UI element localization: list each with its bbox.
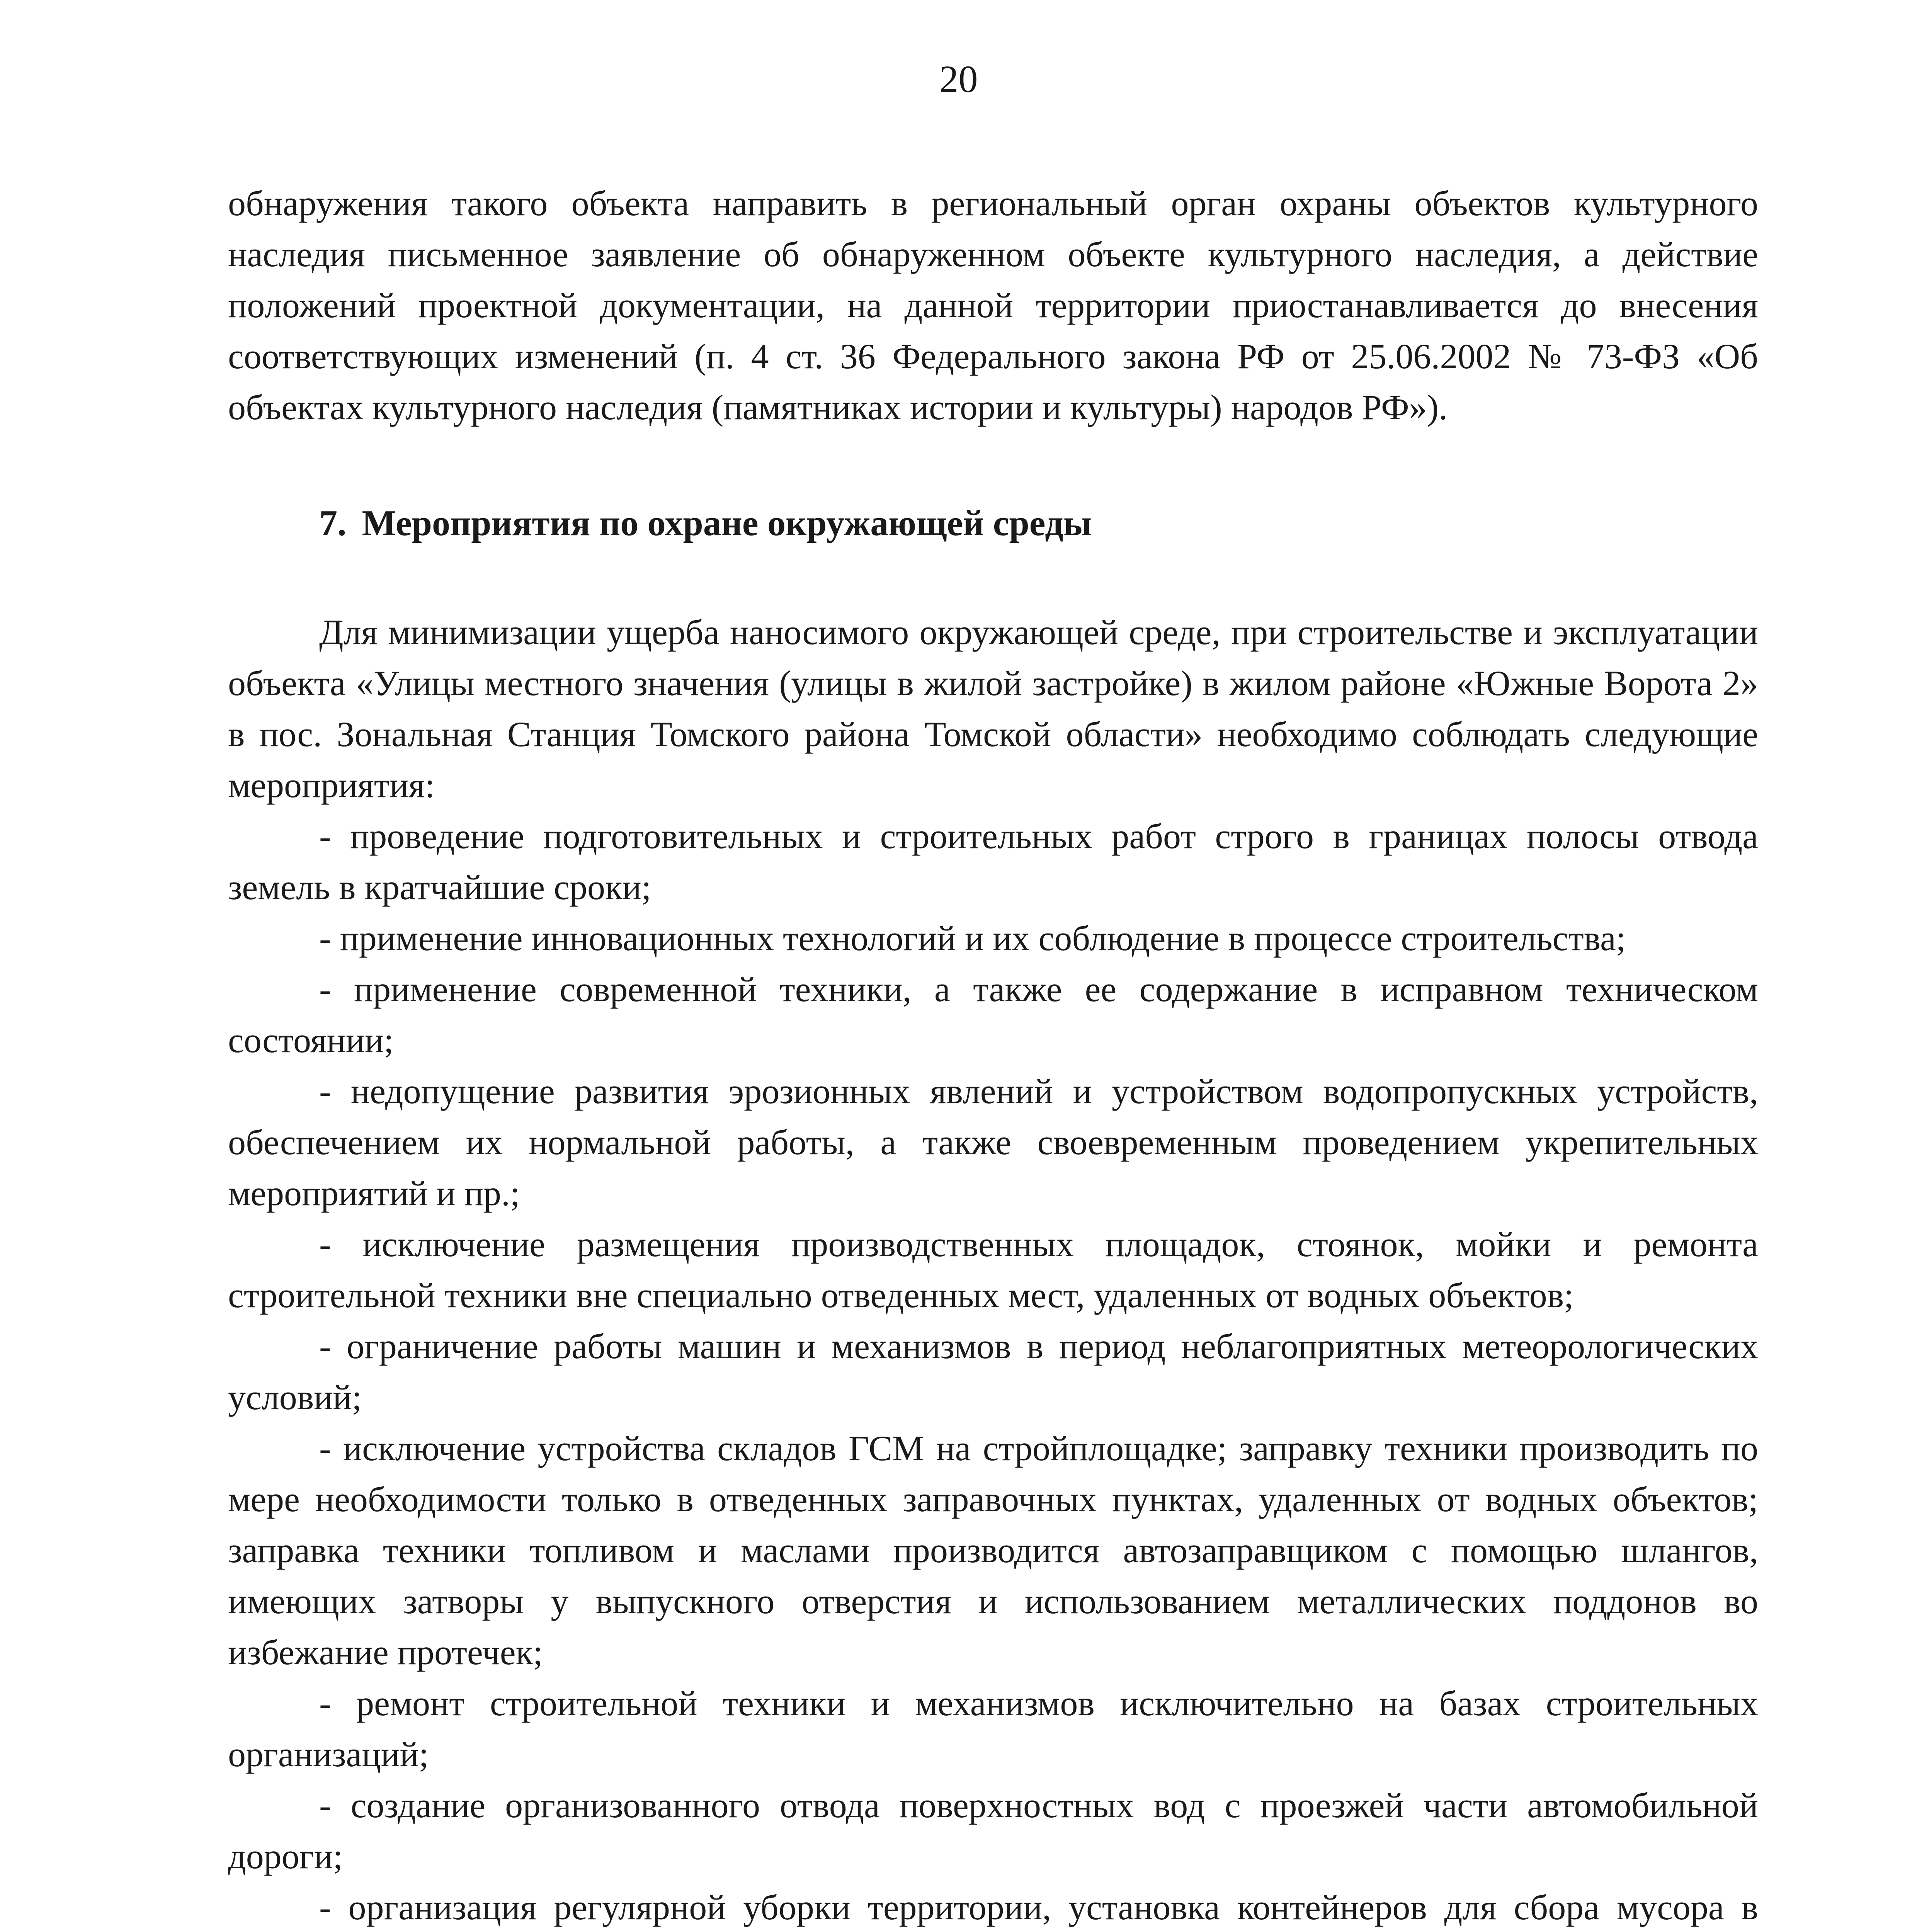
list-item: - применение инновационных технологий и их соблюдение в процессе строительства; — [319, 918, 1626, 958]
list-item: - проведение подготовительных и строительных работ строго в границах полосы отвода земель в кратчайшие сроки; — [228, 816, 1758, 907]
list-item: - исключение размещения производственных площадок, стоянок, мойки и ремонта строительной техники вне специально отведенных мест, удаленных от водных объектов; — [228, 1225, 1758, 1315]
list-item: - ремонт строительной техники и механизмов исключительно на базах строительных организаций; — [228, 1684, 1758, 1774]
list-item: - применение современной техники, а также ее содержание в исправном техническом состоянии; — [228, 969, 1758, 1060]
section-number: 7. — [319, 503, 347, 543]
intro-paragraph: обнаружения такого объекта направить в региональный орган охраны объектов культурного наследия письменное заявление об обнаруженном объекте культурного наследия, а действие положений проектной документации, на данной территории приостанавливается до внесения соответствующих изменений (п. 4 ст. 36 Федерального закона РФ от 25.06.2002 № 73-ФЗ «Об объектах культурного наследия (памятниках истории и культуры) народов РФ»). — [228, 184, 1758, 427]
page-number: 20 — [939, 58, 978, 100]
section-title: Мероприятия по охране окружающей среды — [362, 503, 1092, 543]
page-body — [228, 178, 1758, 1932]
section-heading — [228, 498, 1758, 549]
list-item: - организация регулярной уборки территории, установка контейнеров для сбора мусора в — [319, 1888, 1758, 1927]
list-item: - недопущение развития эрозионных явлений и устройством водопропускных устройств, обеспечением их нормальной работы, а также своевременным проведением укрепительных мероприятий и пр.; — [228, 1071, 1758, 1213]
list-item: - исключение устройства складов ГСМ на стройплощадке; заправку техники производить по мере необходимости только в отведенных заправочных пунктах, удаленных от водных объектов; заправка техники топливом и маслами производится автозаправщиком с помощью шлангов, имеющих затворы у выпускного отверстия и использованием металлических поддонов во избежание протечек; — [228, 1429, 1758, 1672]
list-item: - создание организованного отвода поверхностных вод с проезжей части автомобильной дороги; — [228, 1786, 1758, 1876]
lead-paragraph: Для минимизации ущерба наносимого окружающей среде, при строительстве и эксплуатации объекта «Улицы местного значения (улицы в жилой застройке) в жилом районе «Южные Ворота 2» в пос. Зональная Станция Томского района Томской области» необходимо соблюдать следующие мероприятия: — [228, 612, 1758, 805]
list-item: - ограничение работы машин и механизмов в период неблагоприятных метеорологических условий; — [228, 1327, 1758, 1417]
